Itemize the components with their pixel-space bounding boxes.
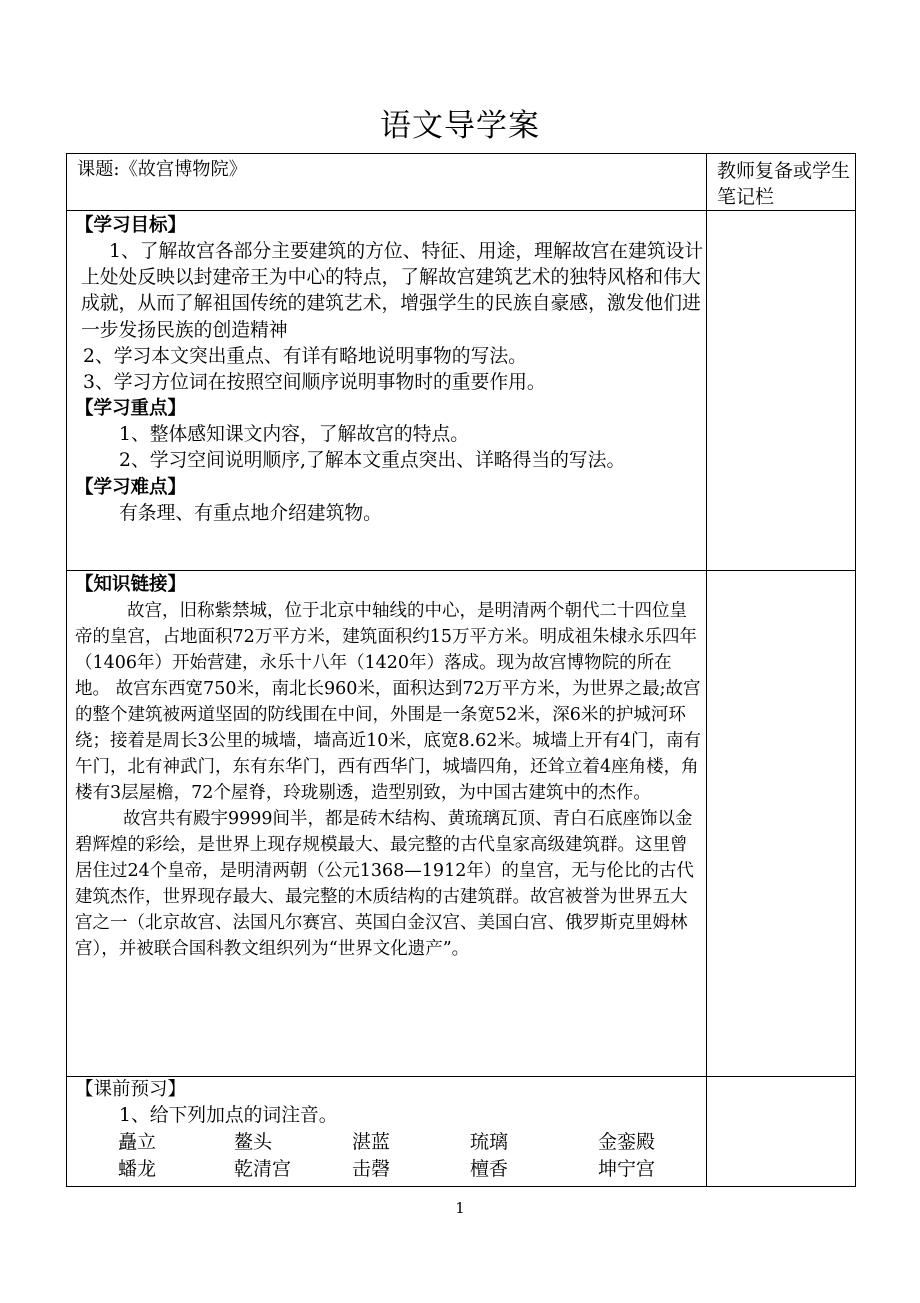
objectives-cell (67, 211, 707, 571)
goals-heading: 【学习目标】 (75, 215, 187, 236)
key-point-item: 1、整体感知课文内容，了解故宫的特点。 (119, 424, 470, 446)
knowledge-cell (67, 571, 707, 1077)
vocab-word: 击磬 (352, 1158, 391, 1181)
vocab-word: 蟠龙 (118, 1158, 157, 1181)
preview-heading: 【课前预习】 (75, 1079, 187, 1100)
goal-item: 2、学习本文突出重点、有详有略地说明事物的写法。 (83, 345, 527, 367)
vocab-word: 鳌头 (234, 1131, 273, 1154)
vocab-word: 乾清宫 (234, 1158, 292, 1181)
vocab-word: 矗立 (118, 1131, 157, 1154)
knowledge-paragraph: 故宫共有殿宇9999间半，都是砖木结构、黄琉璃瓦顶、青白石底座饰以金碧辉煌的彩绘，是世界上现存规模最大、最完整的古代皇家高级建筑群。这里曾居住过24个皇帝，是明清两朝（公元1368—1912年）的皇宫，无与伦比的古代建筑杰作，世界现存最大、最完整的木质结构的古建筑群。故宫被誉为世界五大宫之一（北京故宫、法国凡尔赛宫、英国白金汉宫、美国白宫、俄罗斯克里姆林宫），并被联合国科教文组织列为“世界文化遗产”。 (75, 809, 694, 959)
goal-item: 1、了解故宫各部分主要建筑的方位、特征、用途，理解故宫在建筑设计上处处反映以封建帝王为中心的特点，了解故宫建筑艺术的独特风格和伟大成就，从而了解祖国传统的建筑艺术，增强学生的民族自豪感，激发他们进一步发扬民族的创造精神 (81, 241, 704, 341)
lesson-table (66, 153, 856, 1187)
preview-row (67, 1077, 856, 1187)
topic-label: 课题:《故宫博物院》 (77, 159, 247, 180)
notes-cell (707, 211, 856, 571)
vocab-row (75, 1156, 704, 1183)
notes-header-cell (707, 154, 856, 211)
header-row (67, 154, 856, 211)
knowledge-heading: 【知识链接】 (75, 574, 187, 595)
notes-cell (707, 571, 856, 1077)
notes-column-label: 教师复备或学生笔记栏 (717, 160, 851, 208)
key-point-item: 2、学习空间说明顺序,了解本文重点突出、详略得当的写法。 (119, 450, 626, 472)
vocab-row (75, 1129, 704, 1156)
objectives-row (67, 211, 856, 571)
preview-cell (67, 1077, 707, 1187)
vocab-word: 坤宁宫 (598, 1158, 656, 1181)
difficulties-heading: 【学习难点】 (75, 476, 187, 498)
notes-cell (707, 1077, 856, 1187)
key-points-heading: 【学习重点】 (75, 398, 187, 420)
vocab-word: 琉璃 (470, 1131, 509, 1154)
knowledge-row (67, 571, 856, 1077)
vocab-word: 湛蓝 (352, 1131, 391, 1154)
goal-item: 3、学习方位词在按照空间顺序说明事物时的重要作用。 (83, 372, 546, 394)
page-title: 语文导学案 (380, 108, 540, 144)
vocab-word: 金銮殿 (598, 1131, 656, 1154)
difficulty-text: 有条理、有重点地介绍建筑物。 (119, 502, 382, 524)
topic-cell (67, 154, 707, 211)
page-number: 1 (455, 1199, 465, 1217)
vocab-word: 檀香 (470, 1158, 509, 1181)
knowledge-paragraph: 故宫，旧称紫禁城，位于北京中轴线的中心，是明清两个朝代二十四位皇帝的皇宫，占地面积72万平方米，建筑面积约15万平方米。明成祖朱棣永乐四年（1406年）开始营建，永乐十八年（1420年）落成。现为故宫博物院的所在地。 故宫东西宽750米，南北长960米，面积达到72万平方米，为世界之最;故宫的整个建筑被两道坚固的防线围在中间，外围是一条宽52米，深6米的护城河环绕；接着是周长3公里的城墙，墙高近10米，底宽8.62米。城墙上开有4门，南有午门，北有神武门，东有东华门，西有西华门，城墙四角，还耸立着4座角楼，角楼有3层屋檐，72个屋脊，玲珑剔透，造型别致，为中国古建筑中的杰作。 (75, 601, 701, 803)
preview-instruction: 1、给下列加点的词注音。 (119, 1105, 338, 1126)
